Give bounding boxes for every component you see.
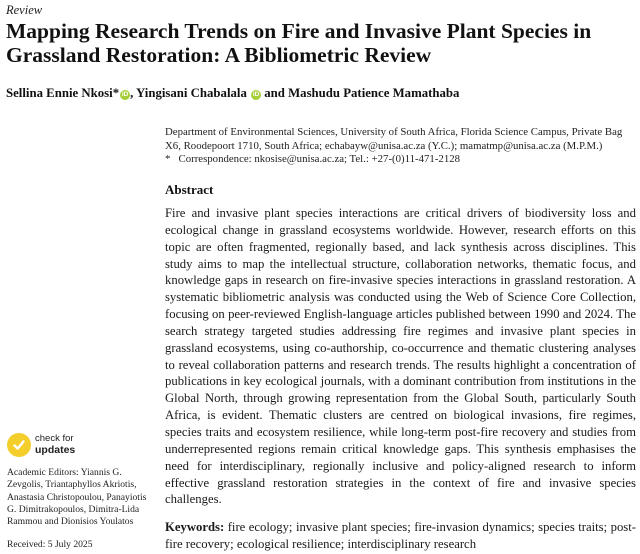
- author-name[interactable]: Sellina Ennie Nkosi: [6, 86, 113, 100]
- keywords-text: fire ecology; invasive plant species; fire-invasion dynamics; species traits; post-fire recovery; ecological resilience; interdisciplinary research: [165, 520, 636, 551]
- check-updates-line1: check for: [35, 433, 74, 444]
- affiliation-text: Department of Environmental Sciences, University of South Africa, Florida Science Campus, Private Bag X6, Roodepoort 1710, South Africa; echabayw@unisa.ac.za (Y.C.); mamatmp@unisa.ac.za (M.P.M.): [165, 126, 623, 152]
- received-date: Received: 5 July 2025: [7, 539, 93, 550]
- check-updates-line2: updates: [35, 443, 76, 456]
- abstract-body: Fire and invasive plant species interactions are critical drivers of biodiversity loss and ecological change in grassland ecosystems worldwide. However, research efforts on this topic are often fragmented, regionally based, and lack synthesis across disciplines. This study aims to map the intellectual structure, collaboration networks, thematic focus, and knowledge gaps in research on fire-invasive species interactions in grassland restoration. A systematic bibliometric analysis was conducted using the Web of Science Core Collection, focusing on peer-reviewed English-language articles published between 1990 and 2024. The search strategy targeted studies addressing fire regimes and invasive plant species in grassland ecosystems, using co-authorship, co-occurrence and thematic clustering analyses to reveal collaboration patterns and research trends. The results highlight a concentration of publications in key ecological journals, with a dominant contribution from institutions in the Global North, through growing representation from the Global South, particularly South Africa, is evident. Thematic clusters are centred on biological invasions, fire regimes, species traits and ecosystem resilience, while long-term post-fire recovery and studies from underrepresented regions remain critical knowledge gaps. This synthesis emphasises the need for interdisciplinary, regionally inclusive and policy-aligned research to inform effective grassland restoration strategies in the context of fire and invasive species challenges.: [165, 206, 636, 507]
- abstract-heading: Abstract: [165, 182, 214, 197]
- corresponding-mark: *: [112, 86, 120, 100]
- orcid-icon[interactable]: iD: [252, 91, 260, 98]
- author-separator: ,: [130, 86, 137, 100]
- author-name[interactable]: Yingisani Chabalala: [136, 86, 247, 100]
- correspondence-text: * Correspondence: nkosise@unisa.ac.za; Tel.: +27-(0)11-471-2128: [165, 153, 461, 166]
- author-separator: and: [261, 86, 289, 100]
- author-name[interactable]: Mashudu Patience Mamathaba: [288, 86, 460, 100]
- article-type-label: Review: [6, 3, 43, 17]
- affiliation-block: [165, 126, 635, 167]
- keywords-label: Keywords:: [165, 520, 225, 534]
- author-list: [6, 86, 459, 101]
- academic-editors: Academic Editors: Yiannis G. Zevgolis, Triantaphyllos Akriotis, Anastasia Christopoulou, Panayiotis G. Dimitrakopoulos, Dimitra-Lida Rammou and Dionisios Youlatos: [7, 467, 147, 528]
- paper-title: Mapping Research Trends on Fire and Invasive Plant Species in Grassland Restoration: A Bibliometric Review: [6, 19, 592, 67]
- check-for-updates-button[interactable]: [7, 433, 117, 459]
- orcid-icon[interactable]: iD: [121, 91, 129, 98]
- check-updates-icon: [7, 433, 31, 457]
- check-updates-label: [35, 434, 75, 455]
- keywords-block: [165, 519, 636, 552]
